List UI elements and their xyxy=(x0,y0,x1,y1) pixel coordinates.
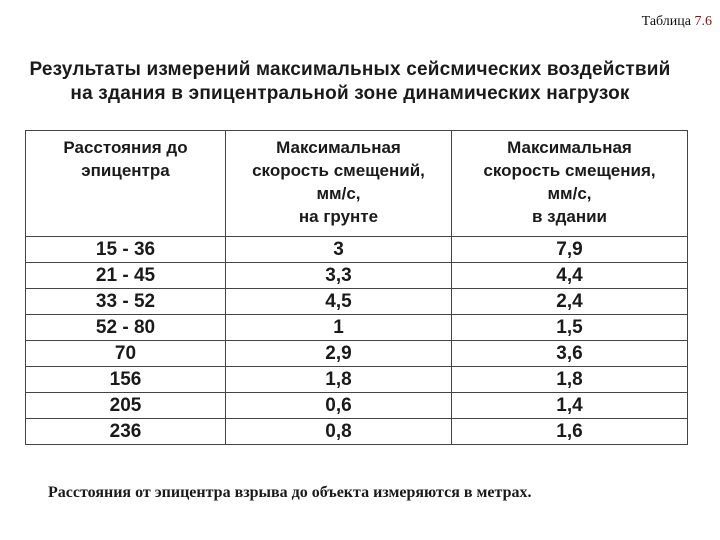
header-line: мм/с, xyxy=(547,184,592,203)
cell-building-velocity: 1,6 xyxy=(452,419,688,445)
heading-line-1: Результаты измерений максимальных сейсмических воздействий xyxy=(29,59,671,80)
cell-building-velocity: 7,9 xyxy=(452,237,688,263)
table-row xyxy=(26,367,688,393)
cell-distance: 15 - 36 xyxy=(26,237,226,263)
cell-ground-velocity: 3 xyxy=(226,237,452,263)
header-line: Максимальная xyxy=(276,138,401,157)
cell-distance: 70 xyxy=(26,341,226,367)
table-number-label xyxy=(642,14,712,30)
cell-distance: 21 - 45 xyxy=(26,263,226,289)
cell-ground-velocity: 2,9 xyxy=(226,341,452,367)
table-label-number: 7.6 xyxy=(694,14,712,29)
cell-distance: 236 xyxy=(26,419,226,445)
cell-building-velocity: 1,5 xyxy=(452,315,688,341)
cell-ground-velocity: 1,8 xyxy=(226,367,452,393)
table-row xyxy=(26,393,688,419)
cell-building-velocity: 2,4 xyxy=(452,289,688,315)
table-row xyxy=(26,237,688,263)
table-row xyxy=(26,289,688,315)
header-line: скорость смещений, xyxy=(252,161,425,180)
cell-building-velocity: 1,4 xyxy=(452,393,688,419)
table-row xyxy=(26,419,688,445)
cell-ground-velocity: 3,3 xyxy=(226,263,452,289)
cell-ground-velocity: 0,8 xyxy=(226,419,452,445)
cell-distance: 205 xyxy=(26,393,226,419)
header-distance xyxy=(26,131,226,237)
heading-line-2: на здания в эпицентральной зоне динамических нагрузок xyxy=(70,83,630,104)
table-row xyxy=(26,315,688,341)
cell-building-velocity: 3,6 xyxy=(452,341,688,367)
cell-distance: 156 xyxy=(26,367,226,393)
header-line: Максимальная xyxy=(507,138,632,157)
cell-ground-velocity: 1 xyxy=(226,315,452,341)
cell-building-velocity: 1,8 xyxy=(452,367,688,393)
cell-distance: 33 - 52 xyxy=(26,289,226,315)
cell-ground-velocity: 4,5 xyxy=(226,289,452,315)
cell-building-velocity: 4,4 xyxy=(452,263,688,289)
header-line: эпицентра xyxy=(81,161,170,180)
cell-distance: 52 - 80 xyxy=(26,315,226,341)
header-line: Расстояния до xyxy=(63,138,188,157)
cell-ground-velocity: 0,6 xyxy=(226,393,452,419)
table-label-prefix: Таблица xyxy=(641,14,691,29)
table-header-row xyxy=(26,131,688,237)
header-line: мм/с, xyxy=(316,184,361,203)
footnote: Расстояния от эпицентра взрыва до объекта измеряются в метрах. xyxy=(48,484,532,501)
table-row xyxy=(26,263,688,289)
header-line: на грунте xyxy=(298,207,379,226)
table-heading xyxy=(20,58,680,106)
header-building-velocity xyxy=(452,131,688,237)
header-ground-velocity xyxy=(226,131,452,237)
header-line: в здании xyxy=(531,207,608,226)
header-line: скорость смещения, xyxy=(483,161,656,180)
table-row xyxy=(26,341,688,367)
measurements-table xyxy=(25,130,688,445)
